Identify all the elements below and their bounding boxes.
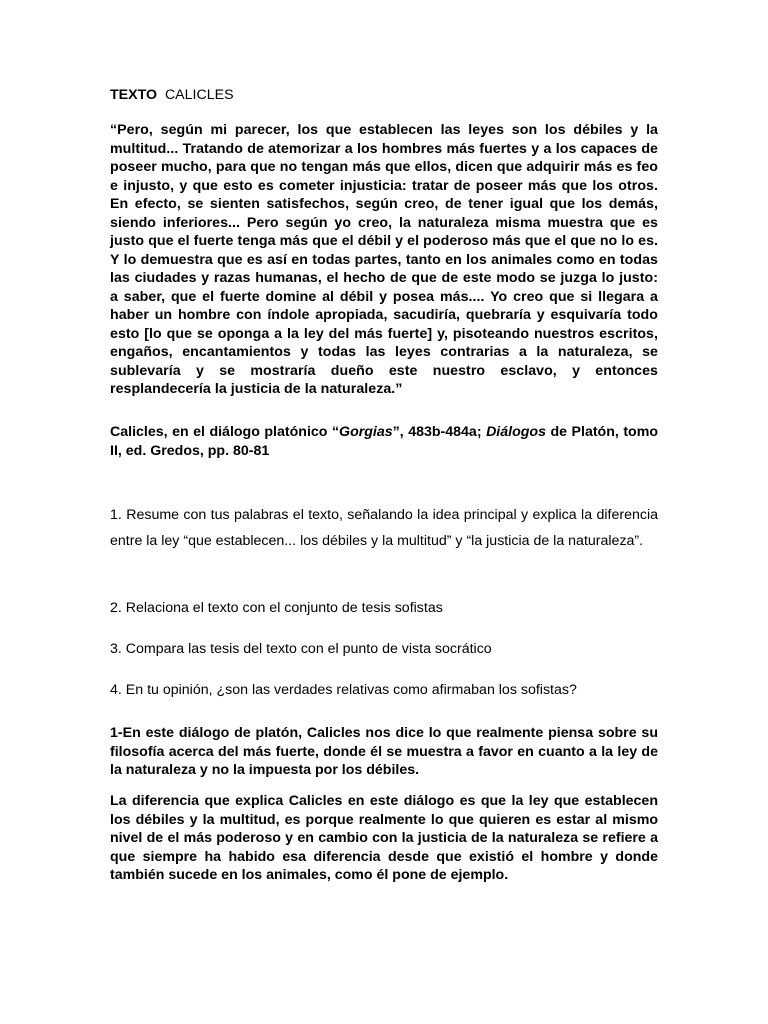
source-collection: Diálogos bbox=[486, 424, 546, 440]
answer-2: La diferencia que explica Calicles en este diálogo es que la ley que establecen los débiles y la multitud, es porque realmente lo que quieren es estar al mismo nivel de el más poderoso y en cambio con la justicia de la naturaleza se refiere a que siempre ha habido esa diferencia desde que existió el hombre y donde también sucede en los animales, como él pone de ejemplo. bbox=[110, 793, 658, 883]
source-work: Gorgias bbox=[339, 424, 393, 440]
answer-1: 1-En este diálogo de platón, Calicles nos dice lo que realmente piensa sobre su filosofía acerca del más fuerte, donde él se muestra a favor en cuanto a la ley de la naturaleza y no la impuesta por los débiles. bbox=[110, 725, 658, 778]
question-1: 1. Resume con tus palabras el texto, señalando la idea principal y explica la diferencia entre la ley “que establecen... los débiles y la multitud” y “la justicia de la naturaleza”. bbox=[110, 507, 658, 549]
title-normal: CALICLES bbox=[164, 87, 234, 103]
question-3: 3. Compara las tesis del texto con el punto de vista socrático bbox=[110, 641, 492, 657]
source-part2: ”, 483b-484a; bbox=[392, 424, 487, 440]
title-bold: TEXTO bbox=[110, 87, 158, 103]
calicles-quote: “Pero, según mi parecer, los que establecen las leyes son los débiles y la multitud... Tratando de atemorizar a los hombres más fuertes y a los capaces de poseer mucho, para que no tengan más que ellos, dicen que adquirir más es feo e injusto, y que esto es cometer injusticia: tratar de poseer más que los otros. En efecto, se sienten satisfechos, según creo, de tener igual que los demás, siendo inferiores... Pero según yo creo, la naturaleza misma muestra que es justo que el fuerte tenga más que el débil y el poderoso más que el que no lo es. Y lo demuestra que es así en todas partes, tanto en los animales como en todas las ciudades y razas humanas, el hecho de que de este modo se juzga lo justo: a saber, que el fuerte domine al débil y posea más.... Yo creo que si llegara a haber un hombre con índole apropiada, sacudiría, quebraría y esquivaría todo esto [lo que se oponga a la ley del más fuerte] y, pisoteando nuestros escritos, engaños, encantamientos y todas las leyes contrarias a la naturaleza, se sublevaría y se mostraría dueño este nuestro esclavo, y entonces resplandecería la justicia de la naturaleza.” bbox=[110, 122, 658, 397]
document-title bbox=[110, 86, 658, 105]
quote-source bbox=[110, 423, 658, 460]
question-2: 2. Relaciona el texto con el conjunto de tesis sofistas bbox=[110, 600, 443, 616]
question-4: 4. En tu opinión, ¿son las verdades relativas como afirmaban los sofistas? bbox=[110, 682, 577, 698]
source-part1: Calicles, en el diálogo platónico “ bbox=[110, 424, 340, 440]
source-part3: de Platón, tomo II, ed. Gredos, pp. 80-81 bbox=[110, 424, 658, 459]
